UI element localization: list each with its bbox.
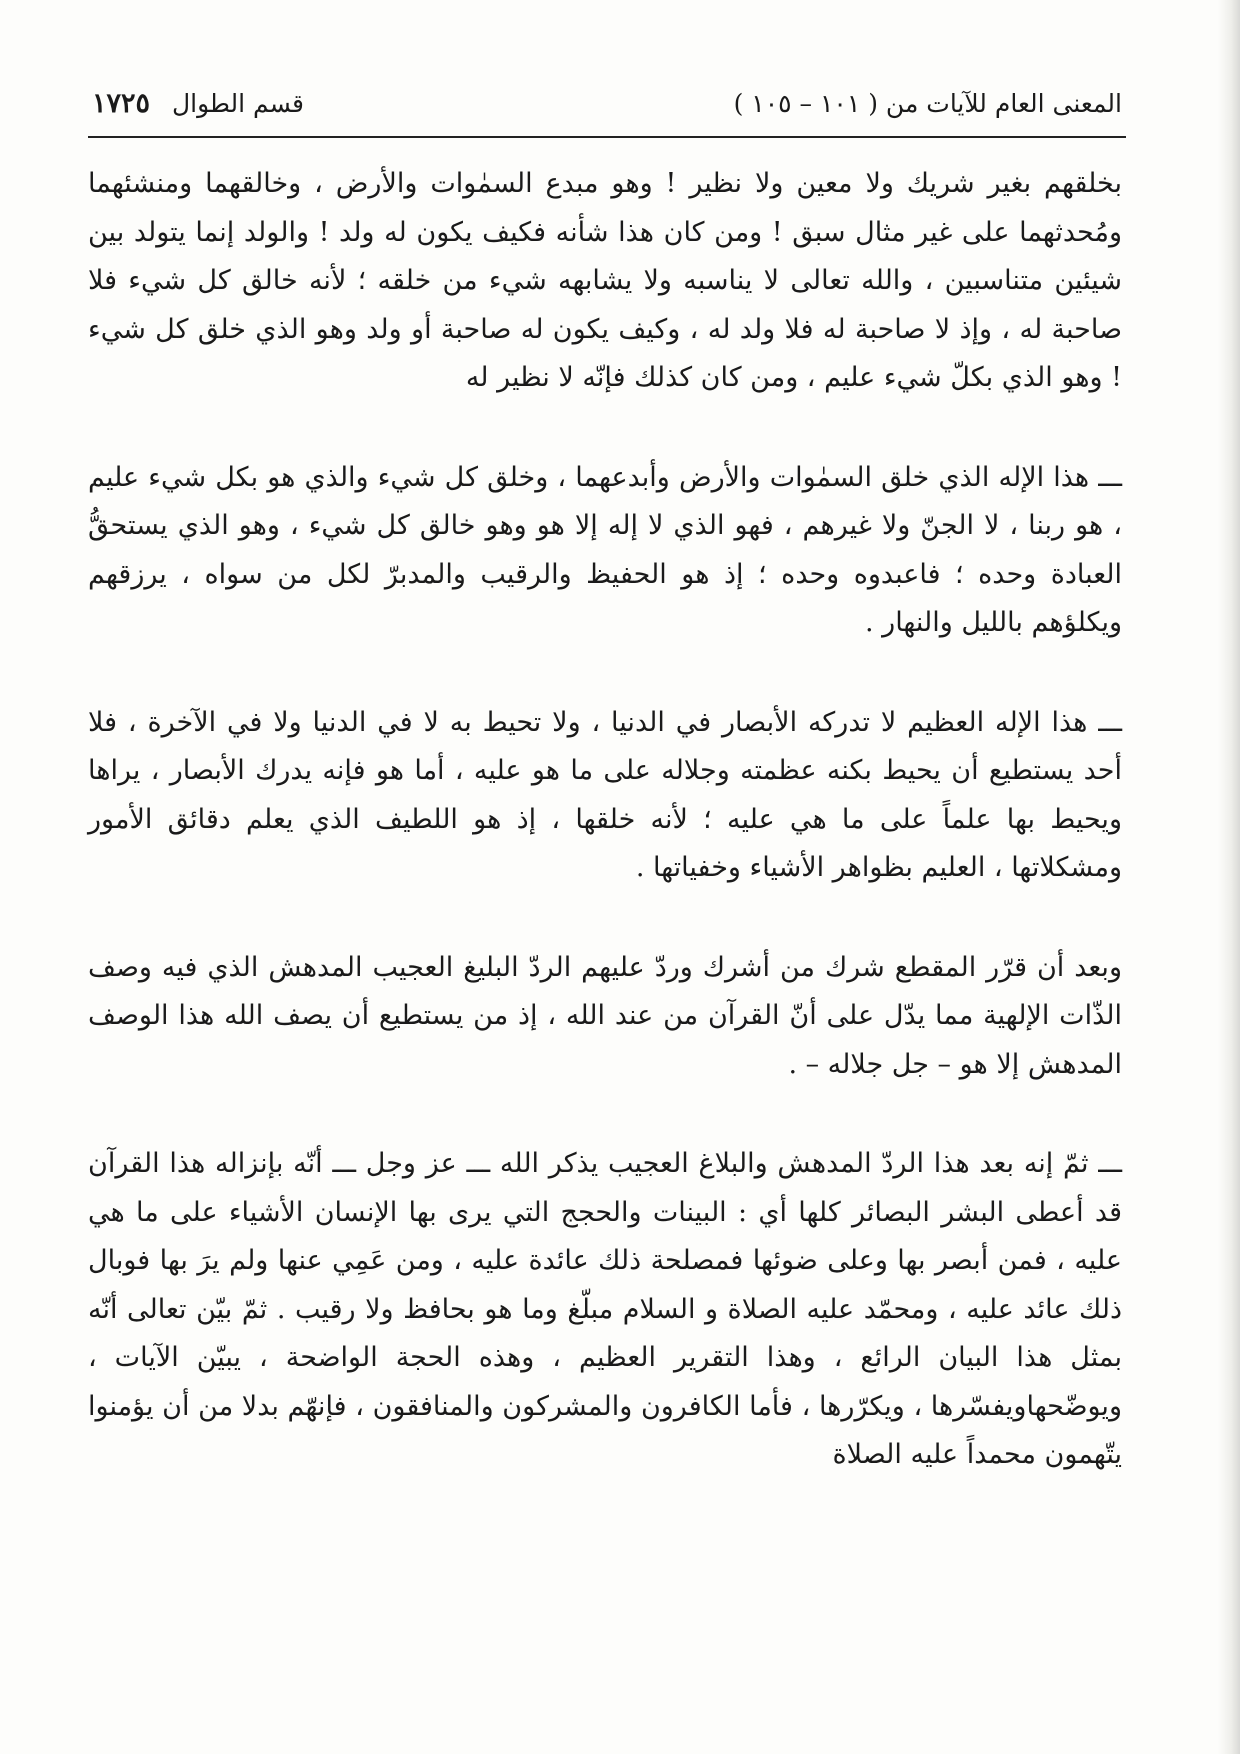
running-title: المعنى العام للآيات من ( ١٠١ – ١٠٥ )	[733, 89, 1122, 118]
page-edge-shadow	[1218, 0, 1240, 1754]
section-name: قسم الطوال	[172, 89, 304, 118]
header-left-group	[92, 88, 304, 119]
paragraph: بخلقهم بغير شريك ولا معين ولا نظير ! وهو مبدع السمٰوات والأرض ، وخالقهما ومنشئهما ومُحدثهما على غير مثال سبق ! ومن كان هذا شأنه فكيف يكون له ولد ! والولد إنما يتولد بين شيئين متناسبين ، والله تعالى لا يناسبه ولا يشابهه شيء من خلقه ؛ لأنه خالق كل شيء فلا صاحبة له ، وإذ لا صاحبة له فلا ولد له ، وكيف يكون له صاحبة أو ولد وهو الذي خلق كل شيء ! وهو الذي بكلّ شيء عليم ، ومن كان كذلك فإنّه لا نظير له	[88, 168, 1122, 393]
paragraph: ـــ ثمّ إنه بعد هذا الردّ المدهش والبلاغ العجيب يذكر الله ـــ عز وجل ـــ أنّه بإنزاله هذا القرآن قد أعطى البشر البصائر كلها أي : البينات والحجج التي يرى بها الإنسان الأشياء على ما هي عليه ، فمن أبصر بها وعلى ضوئها فمصلحة ذلك عائدة عليه ، ومن عَمِي عنها ولم يرَ بها فوبال ذلك عائد عليه ، ومحمّد عليه الصلاة و السلام مبلّغ وما هو بحافظ ولا رقيب . ثمّ بيّن تعالى أنّه بمثل هذا البيان الرائع ، وهذا التقرير العظيم ، وهذه الحجة الواضحة ، يبيّن الآيات ، ويوضّحهاويفسّرها ، ويكرّرها ، فأما الكافرون والمشركون والمنافقون ، فإنهّم بدلا من أن يؤمنوا يتّهمون محمداً عليه الصلاة	[88, 1148, 1122, 1470]
running-header	[92, 88, 1122, 138]
paragraph: ـــ هذا الإله الذي خلق السمٰوات والأرض وأبدعهما ، وخلق كل شيء والذي هو بكل شيء عليم ، هو ربنا ، لا الجنّ ولا غيرهم ، فهو الذي لا إله إلا هو وهو خالق كل شيء ، وهو الذي يستحقُّ العبادة وحده ؛ فاعبدوه وحده ؛ إذ هو الحفيظ والرقيب والمدبرّ لكل من سواه ، يرزقهم ويكلؤهم بالليل والنهار .	[88, 461, 1122, 638]
body-text	[88, 160, 1122, 1480]
page-number: ١٧٢٥	[92, 88, 151, 119]
paragraph: وبعد أن قرّر المقطع شرك من أشرك وردّ عليهم الردّ البليغ العجيب المدهش الذي فيه وصف الذّات الإلهية مما يدّل على أنّ القرآن من عند الله ، إذ من يستطيع أن يصف الله هذا الوصف المدهش إلا هو – جل جلاله – .	[88, 951, 1122, 1080]
header-rule	[88, 136, 1126, 138]
paragraph: ـــ هذا الإله العظيم لا تدركه الأبصار في الدنيا ، ولا تحيط به لا في الدنيا ولا في الآخرة ، فلا أحد يستطيع أن يحيط بكنه عظمته وجلاله على ما هو عليه ، أما هو فإنه يدرك الأبصار ، يراها ويحيط بها علماً على ما هي عليه ؛ لأنه خلقها ، إذ هو اللطيف الذي يعلم دقائق الأمور ومشكلاتها ، العليم بظواهر الأشياء وخفياتها .	[88, 706, 1122, 883]
